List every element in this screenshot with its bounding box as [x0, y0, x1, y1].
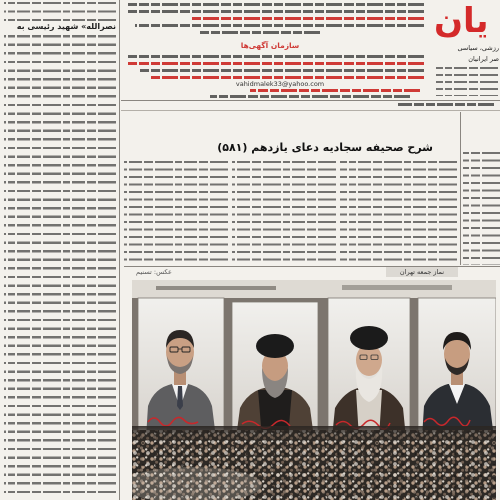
article-column-1: [340, 161, 457, 265]
left-column-heading: نصرالله» شهید رئیسی به: [16, 22, 116, 31]
turban: [256, 334, 294, 358]
masthead-text-line: [250, 89, 420, 92]
tagline-line-1: رزشی، سیاسی: [457, 44, 499, 52]
tagline-line-2: صر ایرانیان: [468, 55, 499, 63]
masthead-bottom-rule: [121, 100, 500, 101]
photo-friday-prayer: [132, 280, 496, 500]
stage-banner-mark: [342, 285, 452, 290]
date-issue-line: [398, 103, 494, 106]
turban: [350, 326, 388, 350]
stage-banner-mark: [156, 286, 276, 290]
masthead-text-line: [128, 3, 424, 6]
photo-image: [132, 280, 496, 500]
banner-portrait-2: [232, 302, 318, 438]
article-headline: شرح صحیفه سجادیه دعای یازدهم (۵۸۱): [217, 141, 433, 154]
banner-portrait-4: [418, 298, 496, 438]
right-sliver-column-text: [463, 152, 500, 265]
left-column-body: [4, 35, 116, 498]
left-column-divider: [119, 0, 120, 500]
banner-portrait-1: [138, 298, 224, 438]
photo-credit: عکس: تسنیم: [136, 268, 172, 276]
masthead-text-line: [190, 17, 424, 20]
masthead-text-line: [150, 76, 424, 79]
masthead-right-text: [436, 67, 498, 96]
left-column-text: [4, 2, 116, 21]
tie: [177, 386, 183, 410]
newspaper-logo: یان: [434, 1, 489, 41]
masthead-text-line: [128, 62, 424, 65]
crowd-shadow: [132, 426, 496, 442]
banner-portrait-3: [328, 298, 410, 438]
masthead-text-line: [140, 69, 424, 72]
right-sliver-divider: [460, 112, 461, 265]
masthead-text-line: [210, 95, 410, 98]
masthead-text-line: [128, 10, 424, 13]
masthead-text-line: [135, 24, 424, 27]
ads-organization-label: سازمان آگهی‌ها: [240, 41, 300, 50]
article-top-rule: [121, 110, 500, 111]
masthead-text-line: [128, 55, 424, 58]
masthead-text-line: [200, 31, 320, 34]
photo-caption: نماز جمعه تهران: [386, 267, 458, 277]
article-column-3: [124, 161, 228, 265]
article-column-2: [232, 161, 336, 265]
masthead-email: vahidmalek33@yahoo.com: [235, 80, 325, 88]
crowd: [132, 426, 496, 500]
